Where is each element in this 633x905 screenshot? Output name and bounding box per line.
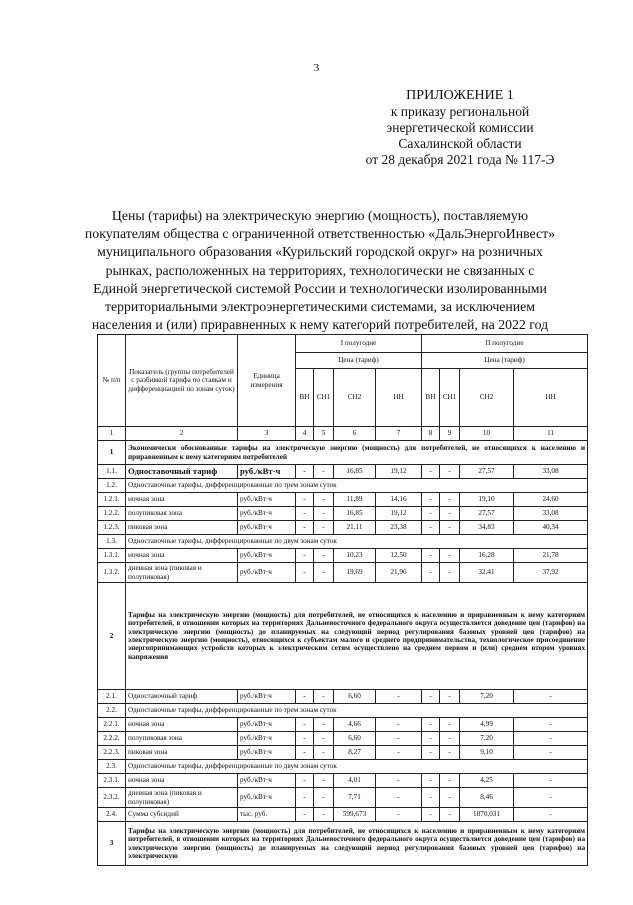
header-row — [98, 335, 588, 353]
table-row — [98, 479, 588, 493]
tariff-value: - — [296, 465, 314, 479]
row-label: Сумма субсидий — [126, 808, 238, 822]
tariff-value: 599,673 — [334, 808, 376, 822]
tariff-value: - — [422, 507, 440, 521]
row-unit: руб./кВт·ч — [238, 507, 296, 521]
tariff-value: - — [296, 549, 314, 563]
tariff-value: - — [296, 493, 314, 507]
section-number: 2 — [98, 583, 126, 690]
heading-line: населения и (или) приравненных к нему категорий потребителей, на 2022 год — [91, 317, 549, 333]
row-number: 1.1. — [98, 465, 126, 479]
row-label: Одноставочный тариф — [126, 465, 238, 479]
row-label: дневная зона (пиковая и полупиковая) — [126, 788, 238, 808]
appendix-block — [340, 88, 580, 168]
subgroup-title: Одноставочные тарифы, дифференцированные по двум зонам суток — [126, 760, 588, 774]
tariff-value: 6,60 — [334, 732, 376, 746]
tariff-value: - — [314, 465, 334, 479]
tariff-value: - — [314, 549, 334, 563]
row-unit: руб./кВт·ч — [238, 690, 296, 704]
tariff-value: 37,92 — [514, 563, 588, 583]
tariff-value: - — [440, 788, 460, 808]
tariff-value: - — [440, 808, 460, 822]
row-number: 1.2.3. — [98, 521, 126, 535]
tariff-value: - — [296, 788, 314, 808]
tariff-value: - — [422, 718, 440, 732]
row-label: пиковая зона — [126, 521, 238, 535]
row-unit: руб./кВт·ч — [238, 521, 296, 535]
tariff-value: - — [440, 549, 460, 563]
section-row — [98, 441, 588, 465]
header-num: № п/п — [98, 335, 126, 427]
row-label: ночная зона — [126, 718, 238, 732]
tariff-value: - — [296, 808, 314, 822]
tariff-value: - — [314, 690, 334, 704]
tariff-value: - — [314, 521, 334, 535]
appendix-line: Сахалинской области — [398, 136, 522, 151]
header-price: Цена (тариф) — [422, 353, 588, 369]
table-row — [98, 704, 588, 718]
row-number: 2.3. — [98, 760, 126, 774]
table-row — [98, 465, 588, 479]
header-nn: НН — [376, 369, 422, 427]
tariff-value: 40,34 — [514, 521, 588, 535]
row-number: 1.2.1. — [98, 493, 126, 507]
heading-line: рынках, расположенных на территориях, технологически не связанных с — [105, 262, 535, 278]
tariff-value: - — [376, 746, 422, 760]
tariff-value: - — [422, 493, 440, 507]
header-half1: I полугодие — [296, 335, 422, 353]
section-row — [98, 822, 588, 866]
tariff-value: - — [422, 774, 440, 788]
row-number: 2.3.2. — [98, 788, 126, 808]
header-price: Цена (тариф) — [296, 353, 422, 369]
row-number: 1.3.1. — [98, 549, 126, 563]
tariff-value: 4,01 — [334, 774, 376, 788]
row-label: полупиковая зона — [126, 507, 238, 521]
header-sn2: СН2 — [460, 369, 514, 427]
column-index: 11 — [514, 427, 588, 441]
tariff-value: 19,10 — [460, 493, 514, 507]
row-number: 1.2.2. — [98, 507, 126, 521]
tariff-value: - — [376, 718, 422, 732]
tariff-value: 8,27 — [334, 746, 376, 760]
column-index: 9 — [440, 427, 460, 441]
subgroup-title: Одноставочные тарифы, дифференцированные по трем зонам суток — [126, 704, 588, 718]
tariff-value: 21,78 — [514, 549, 588, 563]
tariff-value: 1870,031 — [460, 808, 514, 822]
column-index: 3 — [238, 427, 296, 441]
header-half2: II полугодие — [422, 335, 588, 353]
table-row — [98, 808, 588, 822]
table-row — [98, 563, 588, 583]
tariff-value: 4,66 — [334, 718, 376, 732]
row-unit: руб./кВт·ч — [238, 732, 296, 746]
appendix-line: к приказу региональной — [390, 104, 530, 119]
tariff-value: 12,50 — [376, 549, 422, 563]
header-sn2: СН2 — [334, 369, 376, 427]
section-title: Тарифы на электрическую энергию (мощность) для потребителей, не относящихся к населению и приравненным к нему категориям потребителей, в отношении которых на территориях Дальневосточного федерального округа осуществляется доведение цен (тарифов) на электрическую энергию (мощность) до планируемых на следующий период регулирования базовых уровней цен (тарифов) на электрическую энергию (мощность), относящихся к субъектам малого и среднего предпринимательства, технологическое присоединение энергопринимающих устройств которых к электрическим сетям осуществлено на среднем первом и (или) среднем втором уровнях напряжения — [126, 583, 588, 690]
tariff-value: - — [514, 732, 588, 746]
tariff-value: - — [314, 774, 334, 788]
tariff-value: - — [314, 563, 334, 583]
tariff-value: 7,71 — [334, 788, 376, 808]
tariff-value: - — [440, 521, 460, 535]
tariff-value: 21,11 — [334, 521, 376, 535]
section-number: 1 — [98, 441, 126, 465]
row-number: 2.2.1. — [98, 718, 126, 732]
tariff-value: - — [514, 718, 588, 732]
section-row — [98, 583, 588, 690]
tariff-value: - — [422, 746, 440, 760]
heading-line: Цены (тарифы) на электрическую энергию (мощность), поставляемую — [111, 208, 529, 223]
table-row — [98, 760, 588, 774]
row-label: ночная зона — [126, 774, 238, 788]
tariff-value: - — [296, 774, 314, 788]
tariff-value: 6,60 — [334, 690, 376, 704]
tariff-value: 33,08 — [514, 507, 588, 521]
tariff-value: - — [422, 563, 440, 583]
tariff-value: 7,20 — [460, 690, 514, 704]
tariff-value: - — [514, 808, 588, 822]
table-row — [98, 521, 588, 535]
subgroup-title: Одноставочные тарифы, дифференцированные по трем зонам суток — [126, 479, 588, 493]
tariff-value: 16,28 — [460, 549, 514, 563]
column-index: 7 — [376, 427, 422, 441]
row-unit: руб./кВт·ч — [238, 774, 296, 788]
tariff-table — [97, 334, 588, 866]
heading-line: Единой энергетической системой России и технологически изолированными — [93, 280, 547, 296]
tariff-value: - — [296, 732, 314, 746]
tariff-value: - — [314, 493, 334, 507]
row-label: ночная зона — [126, 493, 238, 507]
tariff-value: 32,41 — [460, 563, 514, 583]
column-index: 1 — [98, 427, 126, 441]
tariff-value: - — [296, 563, 314, 583]
heading-line: покупателям общества с ограниченной ответственностью «ДальЭнергоИнвест» — [84, 226, 556, 242]
page-number: 3 — [313, 62, 320, 74]
table-row — [98, 690, 588, 704]
tariff-value: - — [376, 808, 422, 822]
header-indicator: Показатель (группы потребителей с разбивкой тарифа по ставкам и дифференциацией по зонам суток) — [126, 335, 238, 427]
row-unit: руб./кВт·ч — [238, 549, 296, 563]
table-row — [98, 507, 588, 521]
tariff-value: 14,16 — [376, 493, 422, 507]
appendix-line: от 28 декабря 2021 года № 117-Э — [365, 152, 555, 167]
row-number: 2.2. — [98, 704, 126, 718]
tariff-value: - — [440, 465, 460, 479]
tariff-value: - — [440, 507, 460, 521]
header-nn: НН — [514, 369, 588, 427]
tariff-value: - — [440, 563, 460, 583]
table-row — [98, 788, 588, 808]
row-number: 1.3.2. — [98, 563, 126, 583]
tariff-value: - — [440, 732, 460, 746]
section-number: 3 — [98, 822, 126, 866]
tariff-value: - — [440, 690, 460, 704]
row-number: 2.3.1. — [98, 774, 126, 788]
heading-line: муниципального образования «Курильский городской округ» на розничных — [97, 244, 543, 260]
tariff-value: 4,25 — [460, 774, 514, 788]
row-number: 2.1. — [98, 690, 126, 704]
tariff-value: - — [422, 549, 440, 563]
tariff-value: - — [314, 718, 334, 732]
tariff-value: - — [514, 746, 588, 760]
tariff-value: - — [296, 746, 314, 760]
tariff-value: - — [440, 774, 460, 788]
tariff-value: - — [422, 465, 440, 479]
tariff-value: 34,83 — [460, 521, 514, 535]
row-label: полупиковая зона — [126, 732, 238, 746]
header-vn: ВН — [296, 369, 314, 427]
row-unit: тыс. руб. — [238, 808, 296, 822]
tariff-value: 33,08 — [514, 465, 588, 479]
tariff-value: 16,85 — [334, 507, 376, 521]
row-unit: руб./кВт·ч — [238, 788, 296, 808]
tariff-value: 10,23 — [334, 549, 376, 563]
tariff-value: - — [440, 493, 460, 507]
tariff-value: 9,10 — [460, 746, 514, 760]
tariff-value: 7,20 — [460, 732, 514, 746]
tariff-value: - — [376, 788, 422, 808]
table-row — [98, 774, 588, 788]
tariff-value: 16,85 — [334, 465, 376, 479]
subgroup-title: Одноставочные тарифы, дифференцированные по двум зонам суток — [126, 535, 588, 549]
tariff-value: - — [314, 507, 334, 521]
tariff-value: - — [296, 690, 314, 704]
tariff-value: 23,38 — [376, 521, 422, 535]
tariff-value: 19,12 — [376, 507, 422, 521]
tariff-value: - — [514, 690, 588, 704]
tariff-value: 27,57 — [460, 465, 514, 479]
column-index: 2 — [126, 427, 238, 441]
tariff-value: - — [314, 788, 334, 808]
table-row — [98, 718, 588, 732]
tariff-value: - — [440, 746, 460, 760]
table-row — [98, 493, 588, 507]
row-unit: руб./кВт·ч — [238, 465, 296, 479]
appendix-line: энергетической комиссии — [386, 120, 534, 135]
column-index: 5 — [314, 427, 334, 441]
tariff-value: 21,96 — [376, 563, 422, 583]
appendix-title: ПРИЛОЖЕНИЕ 1 — [406, 88, 514, 103]
tariff-value: 8,46 — [460, 788, 514, 808]
row-number: 1.3. — [98, 535, 126, 549]
row-number: 1.2. — [98, 479, 126, 493]
column-index: 8 — [422, 427, 440, 441]
row-label: дневная зона (пиковая и полупиковая) — [126, 563, 238, 583]
tariff-value: - — [422, 788, 440, 808]
tariff-value: - — [314, 746, 334, 760]
column-index: 10 — [460, 427, 514, 441]
tariff-value: 27,57 — [460, 507, 514, 521]
row-unit: руб./кВт·ч — [238, 746, 296, 760]
tariff-value: - — [422, 732, 440, 746]
row-number: 2.2.3. — [98, 746, 126, 760]
tariff-value: - — [422, 521, 440, 535]
tariff-value: - — [514, 774, 588, 788]
tariff-value: - — [514, 788, 588, 808]
row-unit: руб./кВт·ч — [238, 563, 296, 583]
table-row — [98, 549, 588, 563]
column-index-row — [98, 427, 588, 441]
table-row — [98, 746, 588, 760]
row-unit: руб./кВт·ч — [238, 718, 296, 732]
tariff-value: 19,69 — [334, 563, 376, 583]
column-index: 4 — [296, 427, 314, 441]
row-unit: руб./кВт·ч — [238, 493, 296, 507]
tariff-value: - — [376, 732, 422, 746]
tariff-value: - — [376, 774, 422, 788]
tariff-value: 24,60 — [514, 493, 588, 507]
row-number: 2.4. — [98, 808, 126, 822]
tariff-value: - — [376, 690, 422, 704]
table-row — [98, 535, 588, 549]
header-sn1: СН1 — [314, 369, 334, 427]
tariff-value: - — [296, 521, 314, 535]
section-title: Тарифы на электрическую энергию (мощность) для потребителей, не относящихся к населению и приравненным к нему категориям потребителей, в отношении которых на территориях Дальневосточного федерального округа осуществляется доведение цен (тарифов) на электрическую энергию (мощность) до планируемых на следующий период регулирования базовых уровней цен (тарифов) на электрическую — [126, 822, 588, 866]
tariff-value: - — [422, 808, 440, 822]
tariff-value: - — [296, 507, 314, 521]
table-row — [98, 732, 588, 746]
tariff-value: - — [296, 718, 314, 732]
tariff-value: 19,12 — [376, 465, 422, 479]
header-sn1: СН1 — [440, 369, 460, 427]
row-label: Одноставочный тариф — [126, 690, 238, 704]
row-label: пиковая зона — [126, 746, 238, 760]
tariff-value: - — [422, 690, 440, 704]
tariff-value: - — [314, 732, 334, 746]
tariff-value: 11,89 — [334, 493, 376, 507]
column-index: 6 — [334, 427, 376, 441]
header-vn: ВН — [422, 369, 440, 427]
document-heading — [50, 207, 590, 334]
tariff-value: - — [440, 718, 460, 732]
tariff-value: - — [314, 808, 334, 822]
tariff-value: 4,99 — [460, 718, 514, 732]
row-label: ночная зона — [126, 549, 238, 563]
section-title: Экономически обоснованные тарифы на электрическую энергию (мощность) для потребителей, не относящихся к населению и приравненным к нему категориям потребителей — [126, 441, 588, 465]
row-number: 2.2.2. — [98, 732, 126, 746]
header-unit: Единица измерения — [238, 335, 296, 427]
heading-line: территориальными электроэнергетическими системами, за исключением — [104, 299, 536, 315]
